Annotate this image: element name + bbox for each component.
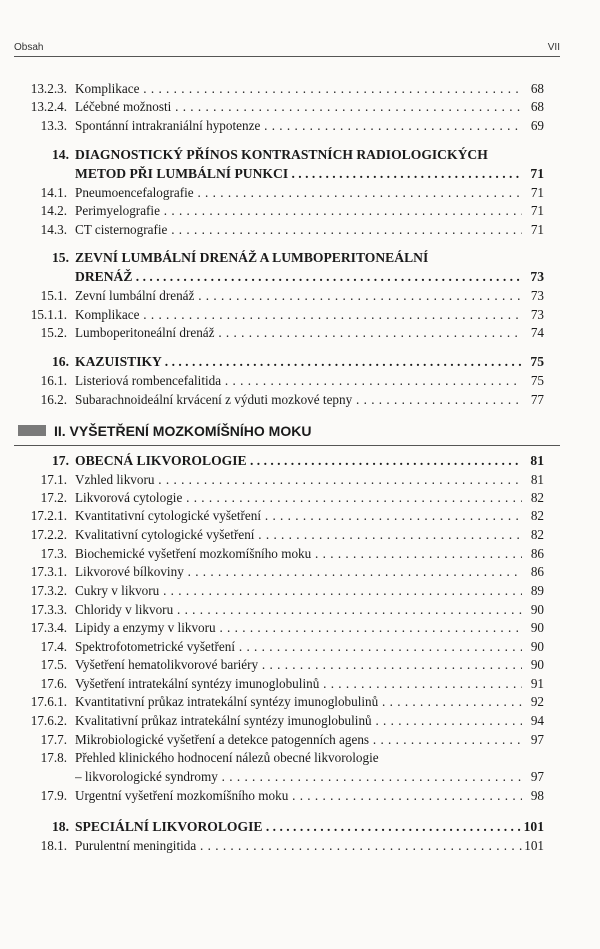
toc-entry: [0, 80, 600, 98]
entry-page: 90: [530, 620, 544, 635]
entry-title: Likvorová cytologie . . .: [75, 489, 522, 507]
entry-number: 17.3.1.: [30, 564, 67, 579]
chapter-title: ZEVNÍ LUMBÁLNÍ DRENÁŽ A LUMBOPERITONEÁLNÍ: [75, 250, 429, 265]
entry-title: Vyšetření intratekální syntézy imunoglobulinů . . .: [75, 675, 522, 693]
toc-entry: [0, 184, 600, 202]
entry-title: Kvantitativní průkaz intratekální syntézy imunoglobulinů . . .: [75, 693, 522, 711]
chapter-heading: [0, 452, 600, 470]
entry-page: 77: [530, 392, 544, 407]
entry-number: 17.7.: [40, 732, 67, 747]
entry-page: 74: [530, 325, 544, 340]
chapter-heading: [0, 353, 600, 371]
entry-number: 17.9.: [40, 788, 67, 803]
entry-title: Zevní lumbální drenáž . . .: [75, 287, 522, 305]
part-title: II. VYŠETŘENÍ MOZKOMÍŠNÍHO MOKU: [54, 423, 312, 439]
entry-title: Chloridy v likvoru . . .: [75, 601, 522, 619]
entry-title: Spektrofotometrické vyšetření . . .: [75, 638, 522, 656]
toc-entry: [0, 601, 600, 619]
entry-title: Léčebné možnosti . . .: [75, 98, 522, 116]
toc-entry: [0, 675, 600, 693]
toc-entry: [0, 693, 600, 711]
entry-title: Kvalitativní průkaz intratekální syntézy imunoglobulinů . . .: [75, 712, 522, 730]
entry-title: Likvorové bílkoviny . . .: [75, 563, 522, 581]
entry-title: Purulentní meningitida . . .: [75, 837, 522, 855]
toc-entry: [0, 287, 600, 305]
entry-number: 17.1.: [40, 472, 67, 487]
entry-page: 68: [530, 99, 544, 114]
entry-number: 15.2.: [40, 325, 67, 340]
entry-page: 81: [530, 472, 544, 487]
entry-page: 82: [530, 490, 544, 505]
entry-number: 18.1.: [40, 838, 67, 853]
toc-entry: [0, 391, 600, 409]
entry-number: 15.1.: [40, 288, 67, 303]
chapter-page: 101: [523, 819, 544, 834]
chapter-title: DIAGNOSTICKÝ PŘÍNOS KONTRASTNÍCH RADIOLOGICKÝCH: [75, 147, 488, 162]
entry-page: 92: [530, 694, 544, 709]
chapter-title: OBECNÁ LIKVOROLOGIE . . .: [75, 452, 522, 470]
entry-number: 17.2.1.: [30, 508, 67, 523]
toc-entry: [0, 787, 600, 805]
entry-page: 71: [530, 185, 544, 200]
entry-number: 16.2.: [40, 392, 67, 407]
entry-title: Vzhled likvoru . . .: [75, 471, 522, 489]
entry-title: Pneumoencefalografie . . .: [75, 184, 522, 202]
entry-page: 101: [524, 838, 544, 853]
entry-number: 13.2.3.: [30, 81, 67, 96]
entry-number: 17.5.: [40, 657, 67, 672]
toc-entry: [0, 507, 600, 525]
chapter-title: KAZUISTIKY . . .: [75, 353, 522, 371]
chapter-title: METOD PŘI LUMBÁLNÍ PUNKCI . . .: [75, 165, 522, 183]
chapter-page: 75: [530, 354, 544, 369]
entry-number: 15.1.1.: [30, 307, 67, 322]
toc-entry: [0, 98, 600, 116]
toc-entry: [0, 489, 600, 507]
entry-title: – likvorologické syndromy . . .: [75, 768, 522, 786]
toc-entry: [0, 526, 600, 544]
entry-number: 14.2.: [40, 203, 67, 218]
chapter-title: SPECIÁLNÍ LIKVOROLOGIE . . .: [75, 818, 522, 836]
entry-number: 17.6.: [40, 676, 67, 691]
entry-page: 68: [530, 81, 544, 96]
entry-page: 86: [530, 564, 544, 579]
entry-number: 17.2.: [40, 490, 67, 505]
entry-title: Spontánní intrakraniální hypotenze . . .: [75, 117, 522, 135]
toc-entry: [0, 582, 600, 600]
chapter-page: 73: [530, 269, 544, 284]
entry-page: 97: [530, 769, 544, 784]
entry-number: 17.3.2.: [30, 583, 67, 598]
entry-title: Vyšetření hematolikvorové bariéry . . .: [75, 656, 522, 674]
entry-number: 16.1.: [40, 373, 67, 388]
entry-title: Komplikace . . .: [75, 80, 522, 98]
entry-page: 94: [530, 713, 544, 728]
toc-entry: [0, 202, 600, 220]
toc-entry: [0, 306, 600, 324]
entry-number: 14.1.: [40, 185, 67, 200]
entry-page: 89: [530, 583, 544, 598]
entry-number: 17.3.: [40, 546, 67, 561]
entry-title: Kvantitativní cytologické vyšetření . . .: [75, 507, 522, 525]
entry-page: 97: [530, 732, 544, 747]
entry-number: 17.3.3.: [30, 602, 67, 617]
entry-title: Listeriová rombencefalitida . . .: [75, 372, 522, 390]
toc-entry: [0, 545, 600, 563]
toc-entry: [0, 749, 600, 767]
chapter-number: 18.: [52, 819, 69, 834]
toc-entry: [0, 563, 600, 581]
chapter-heading-cont: [0, 268, 600, 286]
entry-title: Perimyelografie . . .: [75, 202, 522, 220]
entry-page: 86: [530, 546, 544, 561]
chapter-number: 14.: [52, 147, 69, 162]
chapter-number: 15.: [52, 250, 69, 265]
entry-page: 73: [530, 307, 544, 322]
chapter-number: 17.: [52, 453, 69, 468]
entry-page: 75: [530, 373, 544, 388]
toc-entry: [0, 221, 600, 239]
toc-entry: [0, 837, 600, 855]
toc-entry: [0, 619, 600, 637]
toc-entry-cont: [0, 768, 600, 786]
entry-title: Lipidy a enzymy v likvoru . . .: [75, 619, 522, 637]
entry-number: 14.3.: [40, 222, 67, 237]
part-marker: [18, 425, 46, 436]
page-number: VII: [547, 42, 560, 53]
toc-entry: [0, 324, 600, 342]
toc-entry: [0, 656, 600, 674]
entry-title: Biochemické vyšetření mozkomíšního moku . . .: [75, 545, 522, 563]
entry-title: Komplikace . . .: [75, 306, 522, 324]
toc-entry: [0, 372, 600, 390]
entry-page: 69: [530, 118, 544, 133]
entry-title: Lumboperitoneální drenáž . . .: [75, 324, 522, 342]
chapter-page: 71: [530, 166, 544, 181]
page-header: [14, 38, 560, 57]
chapter-page: 81: [530, 453, 544, 468]
entry-page: 90: [530, 639, 544, 654]
part-divider: [14, 445, 560, 446]
entry-title: Mikrobiologické vyšetření a detekce patogenních agens . . .: [75, 731, 522, 749]
entry-page: 90: [530, 602, 544, 617]
entry-page: 71: [530, 222, 544, 237]
entry-number: 17.6.2.: [30, 713, 67, 728]
entry-title: Subarachnoideální krvácení z výduti mozkové tepny . . .: [75, 391, 522, 409]
entry-number: 17.2.2.: [30, 527, 67, 542]
toc-entry: [0, 712, 600, 730]
entry-number: 17.3.4.: [30, 620, 67, 635]
entry-title: Přehled klinického hodnocení nálezů obecné likvorologie: [75, 750, 379, 765]
entry-title: CT cisternografie . . .: [75, 221, 522, 239]
toc-entry: [0, 731, 600, 749]
entry-page: 73: [530, 288, 544, 303]
running-head: Obsah: [14, 42, 44, 53]
entry-number: 17.6.1.: [30, 694, 67, 709]
entry-number: 13.3.: [40, 118, 67, 133]
entry-page: 71: [530, 203, 544, 218]
toc-entry: [0, 638, 600, 656]
chapter-title: DRENÁŽ . . .: [75, 268, 522, 286]
chapter-heading: [0, 818, 600, 836]
entry-page: 82: [530, 527, 544, 542]
part-heading: [18, 420, 560, 442]
entry-page: 90: [530, 657, 544, 672]
toc-entry: [0, 117, 600, 135]
chapter-heading: [0, 146, 600, 164]
chapter-number: 16.: [52, 354, 69, 369]
entry-number: 17.4.: [40, 639, 67, 654]
chapter-heading-cont: [0, 165, 600, 183]
entry-title: Cukry v likvoru . . .: [75, 582, 522, 600]
entry-page: 98: [530, 788, 544, 803]
entry-page: 91: [530, 676, 544, 691]
entry-number: 13.2.4.: [30, 99, 67, 114]
entry-title: Urgentní vyšetření mozkomíšního moku . . .: [75, 787, 522, 805]
entry-page: 82: [530, 508, 544, 523]
entry-number: 17.8.: [40, 750, 67, 765]
toc-entry: [0, 471, 600, 489]
chapter-heading: [0, 249, 600, 267]
entry-title: Kvalitativní cytologické vyšetření . . .: [75, 526, 522, 544]
